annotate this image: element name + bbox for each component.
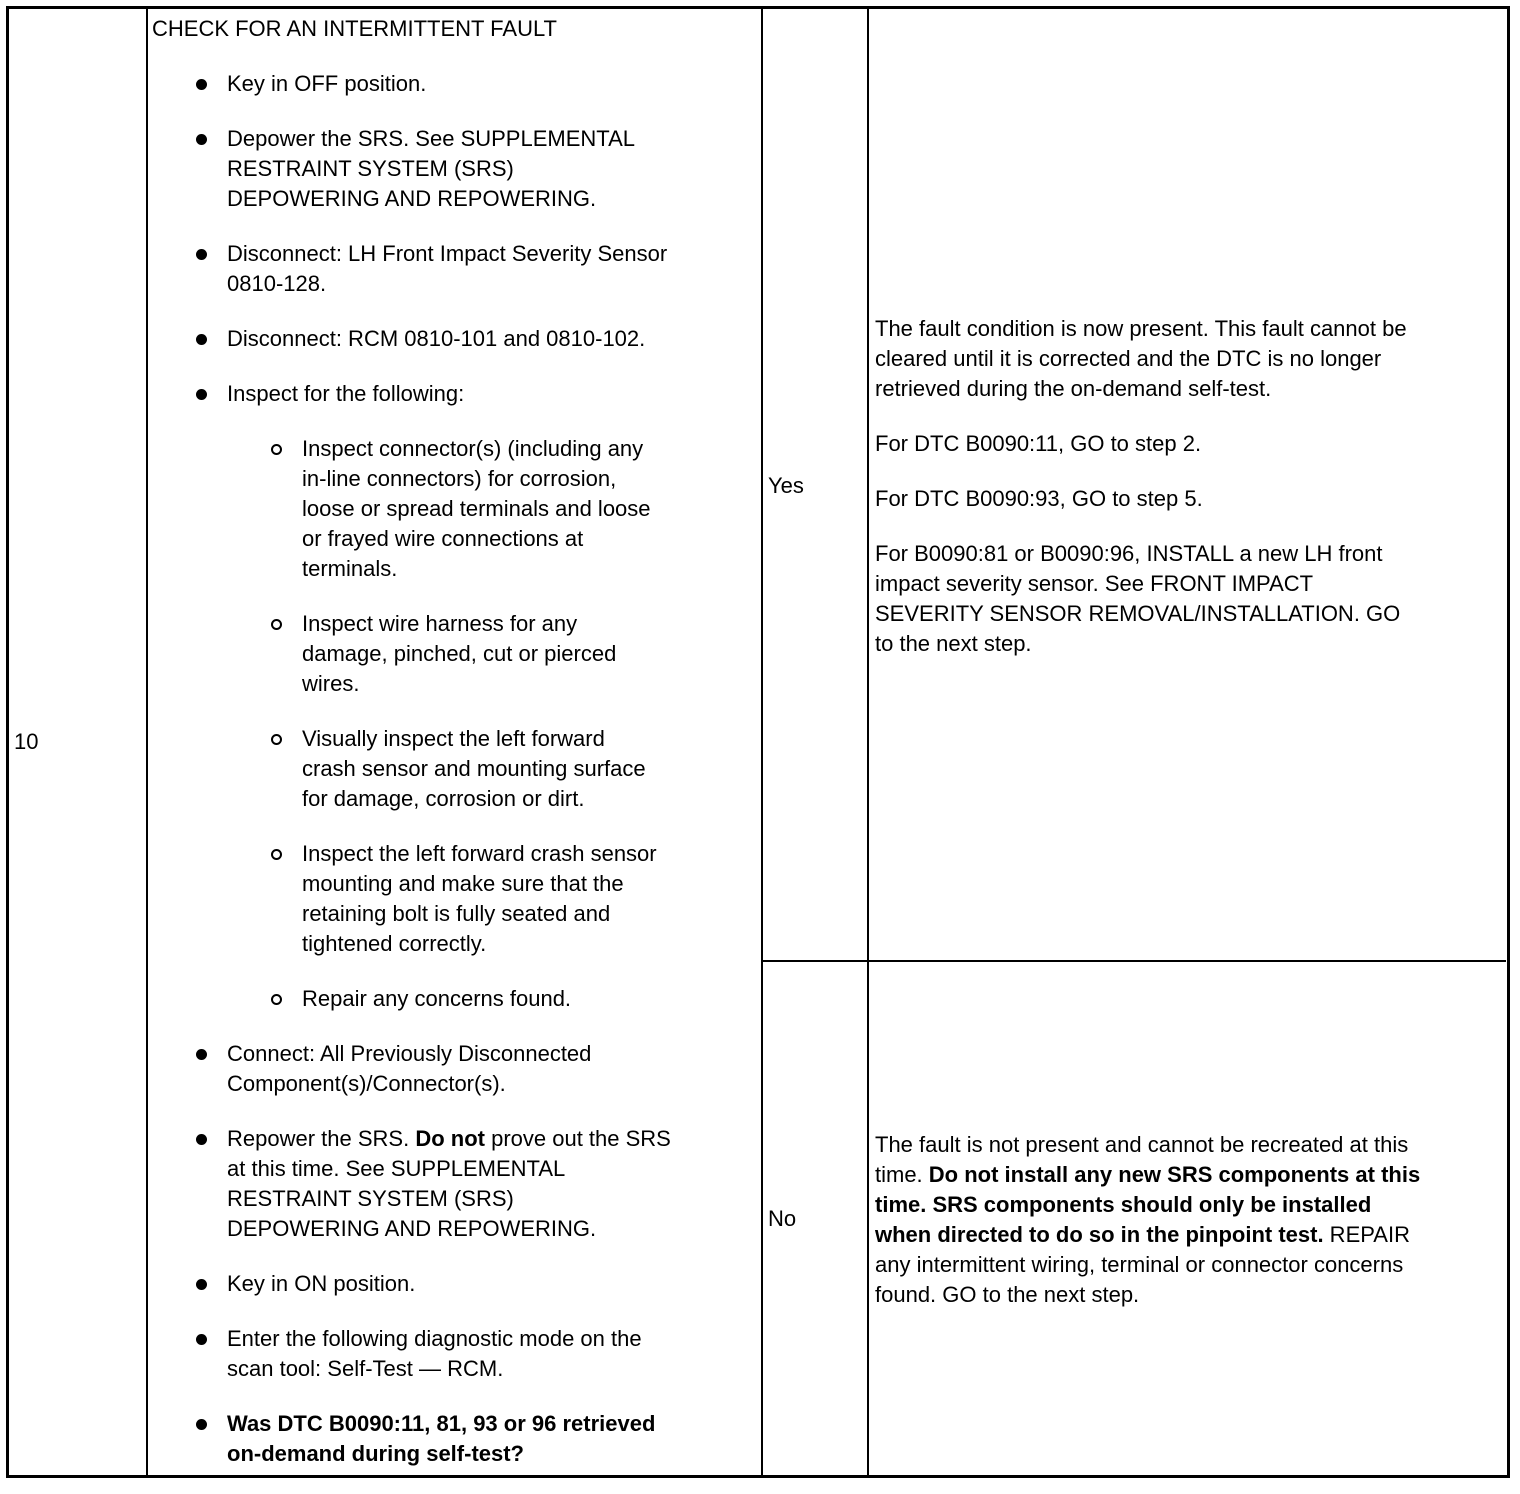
- action-item: Was DTC B0090:11, 81, 93 or 96 retrieved on-demand during self-test?: [152, 1409, 752, 1469]
- result-no: The fault is not present and cannot be recreated at this time. Do not install any new SRS components at this time. SRS components should only be installed when directed to do so in the pinpoint test. REPAIR any intermittent wiring, terminal or connector concerns found. GO to the next step.: [875, 1132, 1421, 1307]
- hollow-bullet-icon: [271, 444, 282, 455]
- answer-no: No: [768, 1206, 797, 1231]
- action-item: Inspect for the following:: [152, 379, 752, 409]
- action-title: CHECK FOR AN INTERMITTENT FAULT: [152, 16, 557, 41]
- bullet-icon: [196, 1419, 207, 1430]
- bullet-icon: [196, 334, 207, 345]
- result-yes: The fault condition is now present. This fault cannot be cleared until it is corrected and the DTC is no longer retrieved during the on-demand self-test. For DTC B0090:11, GO to step 2. For DTC B0090:93, GO to step 5. For B0090:81 or B0090:96, INSTALL a new LH front impact severity sensor. See FRONT IMPACT SEVERITY SENSOR REMOVAL/INSTALLATION. GO to the next step.: [875, 316, 1407, 656]
- bullet-icon: [196, 1334, 207, 1345]
- action-item: Repower the SRS. Do not prove out the SRS at this time. See SUPPLEMENTAL RESTRAINT SYSTEM (SRS) DEPOWERING AND REPOWERING.: [152, 1124, 752, 1244]
- bullet-icon: [196, 134, 207, 145]
- bullet-icon: [196, 79, 207, 90]
- bullet-icon: [196, 249, 207, 260]
- action-item: Key in ON position.: [152, 1269, 752, 1299]
- bullet-icon: [196, 1049, 207, 1060]
- hollow-bullet-icon: [271, 849, 282, 860]
- action-item: Connect: All Previously Disconnected Component(s)/Connector(s).: [152, 1039, 752, 1099]
- hollow-bullet-icon: [271, 619, 282, 630]
- action-sub-item: Inspect connector(s) (including any in-line connectors) for corrosion, loose or spread terminals and loose or frayed wire connections at terminals.: [152, 434, 752, 584]
- action-cell: [152, 14, 752, 1494]
- action-item: Disconnect: RCM 0810-101 and 0810-102.: [152, 324, 752, 354]
- bullet-icon: [196, 1279, 207, 1290]
- action-item: Key in OFF position.: [152, 69, 752, 99]
- action-item: Depower the SRS. See SUPPLEMENTAL RESTRAINT SYSTEM (SRS) DEPOWERING AND REPOWERING.: [152, 124, 752, 214]
- bullet-icon: [196, 1134, 207, 1145]
- action-item: Disconnect: LH Front Impact Severity Sensor 0810-128.: [152, 239, 752, 299]
- answer-yes: Yes: [768, 473, 804, 498]
- column-divider: [761, 6, 763, 1478]
- hollow-bullet-icon: [271, 734, 282, 745]
- hollow-bullet-icon: [271, 994, 282, 1005]
- action-sub-item: Inspect wire harness for any damage, pinched, cut or pierced wires.: [152, 609, 752, 699]
- action-sub-item: Repair any concerns found.: [152, 984, 752, 1014]
- row-divider: [761, 960, 1506, 962]
- column-divider: [146, 6, 148, 1478]
- bullet-icon: [196, 389, 207, 400]
- action-sub-item: Inspect the left forward crash sensor mounting and make sure that the retaining bolt is fully seated and tightened correctly.: [152, 839, 752, 959]
- step-number: 10: [14, 729, 39, 754]
- column-divider: [867, 6, 869, 1478]
- action-sub-item: Visually inspect the left forward crash sensor and mounting surface for damage, corrosion or dirt.: [152, 724, 752, 814]
- action-item: Enter the following diagnostic mode on the scan tool: Self-Test — RCM.: [152, 1324, 752, 1384]
